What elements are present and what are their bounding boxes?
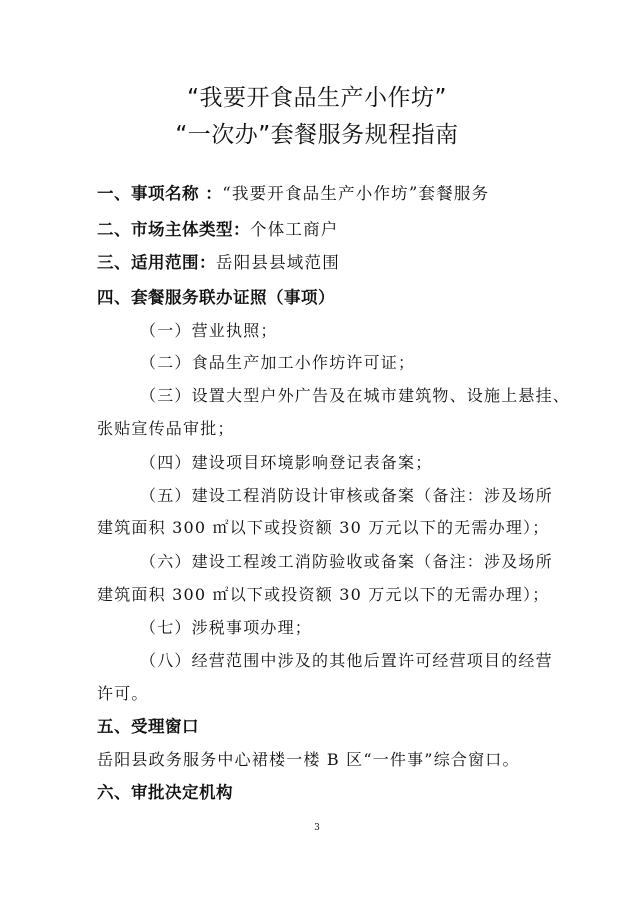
page-number: 3 (314, 823, 320, 833)
document-title-line-2: “一次办”套餐服务规程指南 (175, 122, 459, 148)
section-entity-type (97, 219, 339, 241)
license-item-4: （四）建设项目环境影响登记表备案； (140, 453, 433, 472)
section-scope-value: 岳阳县县域范围 (216, 253, 340, 272)
section-approval-authority-heading: 六、审批决定机构 (97, 783, 233, 802)
license-item-5-line-2: 建筑面积 300 ㎡以下或投资额 30 万元以下的无需办理）； (97, 518, 550, 537)
section-joint-licenses-heading: 四、套餐服务联办证照（事项） (97, 288, 335, 307)
section-acceptance-window-body: 岳阳县政务服务中心裙楼一楼 B 区“一件事”综合窗口。 (97, 750, 520, 769)
document-title-line-1: “我要开食品生产小作坊” (187, 85, 447, 111)
license-item-8-line-1: （八）经营范围中涉及的其他后置许可经营项目的经营 (140, 651, 553, 670)
section-entity-type-label: 二、市场主体类型： (97, 220, 250, 239)
license-item-2: （二）食品生产加工小作坊许可证； (140, 353, 416, 372)
license-item-8-line-2: 许可。 (97, 684, 149, 703)
section-item-name-value: “我要开食品生产小作坊”套餐服务 (222, 184, 490, 203)
license-item-6-line-2: 建筑面积 300 ㎡以下或投资额 30 万元以下的无需办理）； (97, 585, 550, 604)
section-acceptance-window-heading: 五、受理窗口 (97, 717, 199, 736)
license-item-3-line-2: 张贴宣传品审批； (97, 419, 235, 438)
license-item-1: （一）营业执照； (140, 321, 278, 340)
license-item-7: （七）涉税事项办理； (140, 618, 313, 637)
license-item-5-line-1: （五）建设工程消防设计审核或备案（备注：涉及场所 (140, 486, 553, 505)
section-scope-label: 三、适用范围： (97, 253, 216, 272)
license-item-6-line-1: （六）建设工程竣工消防验收或备案（备注：涉及场所 (140, 552, 553, 571)
section-item-name (97, 183, 489, 205)
section-entity-type-value: 个体工商户 (250, 220, 339, 239)
section-item-name-label: 一、事项名称 ： (97, 184, 223, 203)
section-scope (97, 252, 340, 274)
license-item-3-line-1: （三）设置大型户外广告及在城市建筑物、设施上悬挂、 (140, 386, 571, 405)
